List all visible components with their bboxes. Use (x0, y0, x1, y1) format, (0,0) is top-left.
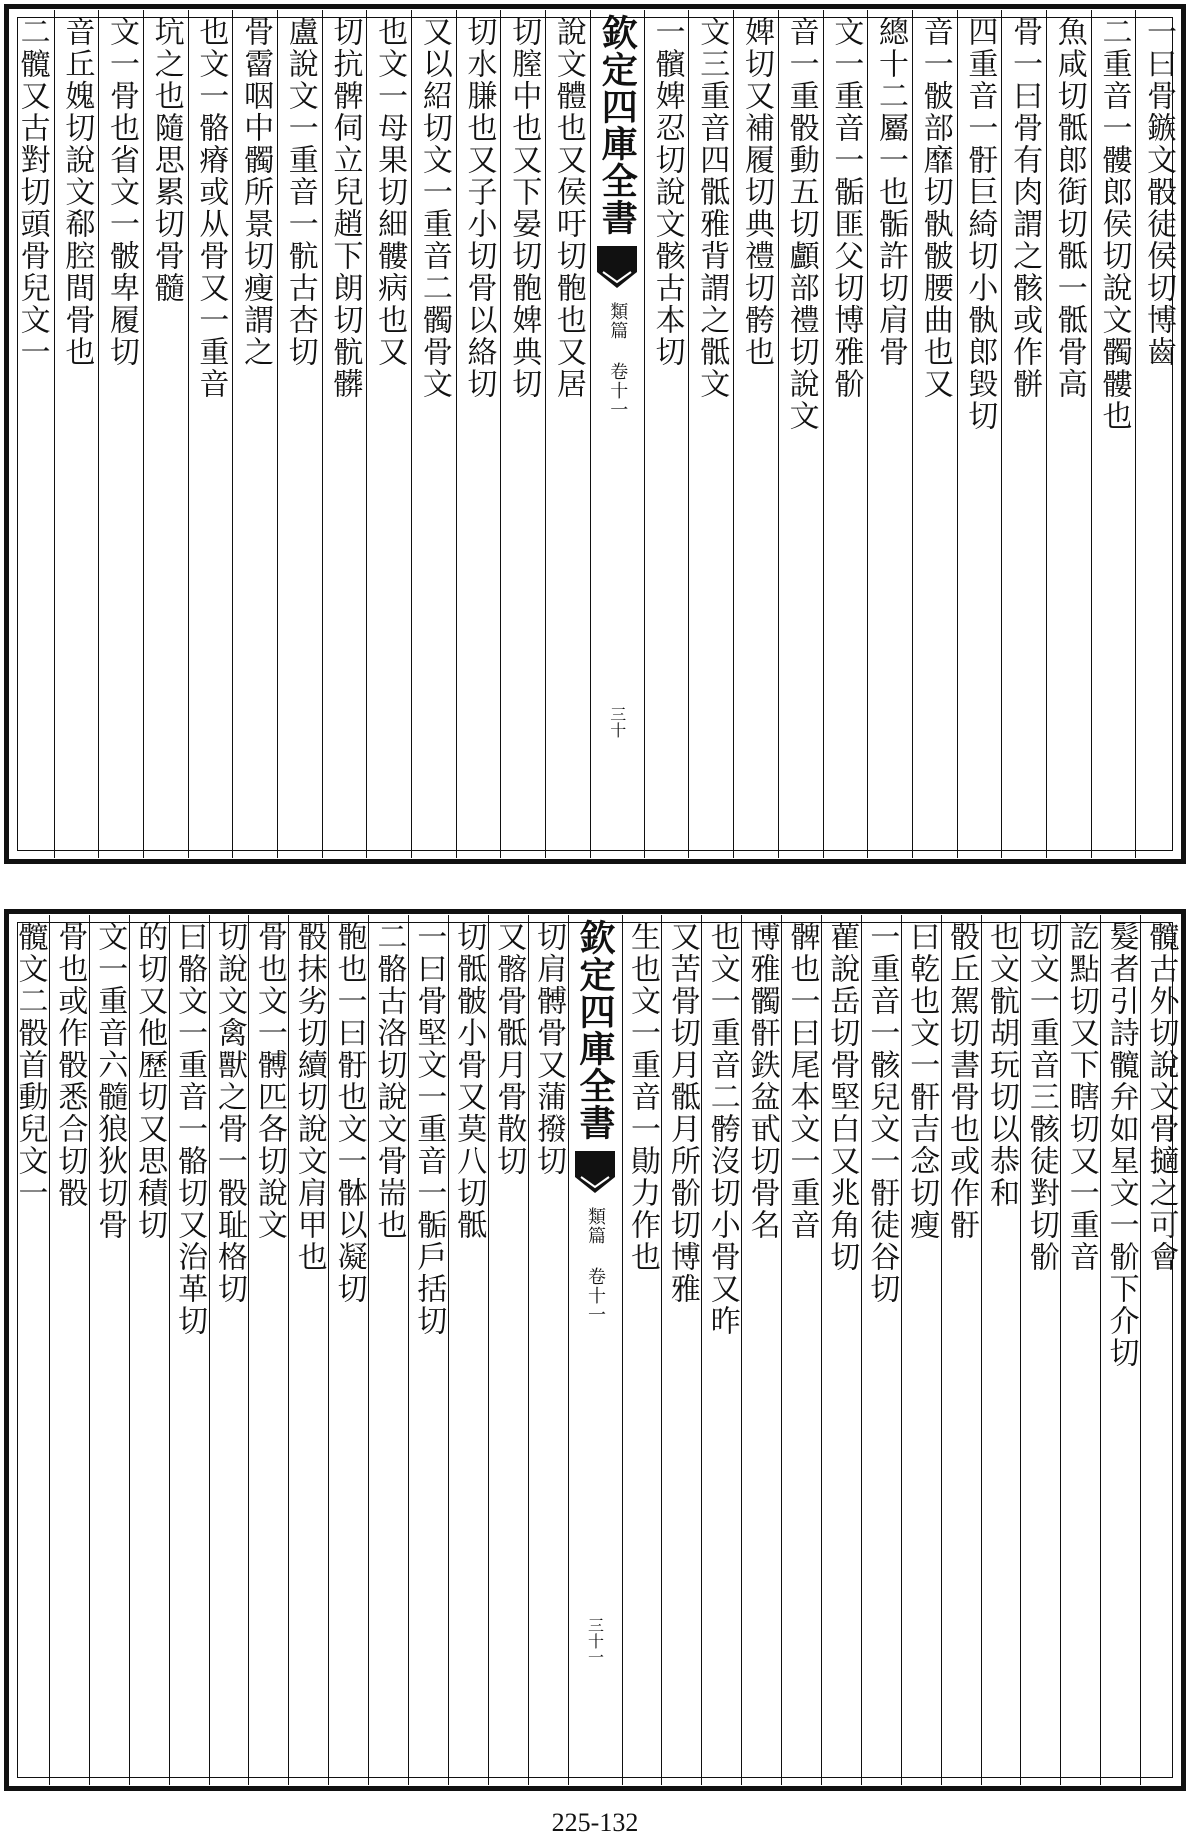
column-text: 二重音一髏郎侯切說文髑髏也 (1096, 16, 1132, 432)
column-text: 切水膁也又子小切骨以絡切 (461, 16, 497, 400)
text-column (500, 10, 545, 858)
text-column (49, 915, 89, 1785)
column-text: 也文一骼瘠或从骨又一重音 (193, 16, 229, 400)
column-text: 骨一曰骨有肉謂之骸或作骿 (1007, 16, 1043, 400)
column-text: 二髖又古對切頭骨兒文一 (14, 16, 50, 368)
column-text: 切肩髆骨又蒲撥切 (531, 921, 567, 1177)
column-text: 切抗髀伺立兒趙下朗切骯髒 (327, 16, 363, 400)
text-column (1135, 10, 1180, 858)
column-text: 婢切又補履切典禮切骻也 (738, 16, 774, 368)
text-column (143, 10, 188, 858)
column-text: 又苦骨切月骶月所骱切博雅 (664, 921, 700, 1305)
chapter-label: 類篇 卷十一 (585, 1207, 607, 1324)
column-text: 博雅髑骭鉄盆甙切骨名 (744, 921, 780, 1241)
text-column (528, 915, 568, 1785)
column-text: 四重音一骬巨綺切小骫郎毀切 (962, 16, 998, 432)
text-column (545, 10, 590, 858)
text-column (1100, 915, 1140, 1785)
leaf-number: 三十 (607, 706, 627, 738)
column-text: 骨霤咽中髑所景切瘦謂之 (238, 16, 274, 368)
column-text: 坑之也隨思累切骨髓 (148, 16, 184, 304)
text-column (129, 915, 169, 1785)
leaf-number: 三十一 (585, 1617, 605, 1665)
fish-tail-spine (590, 10, 644, 858)
column-text: 雚說岳切骨堅白又兆角切 (824, 921, 860, 1273)
text-column (912, 10, 957, 858)
text-columns (10, 915, 1180, 1785)
column-text: 的切又他歷切又思積切 (132, 921, 168, 1241)
column-text: 訖點切又下瞎切又一重音 (1063, 921, 1099, 1273)
column-text: 文一重音六髓狼狄切骨 (92, 921, 128, 1241)
column-text: 一曰骨堅文一重音一骺戶括切 (411, 921, 447, 1337)
column-text: 生也文一重音一勛力作也 (624, 921, 660, 1273)
text-column (89, 915, 129, 1785)
text-column (322, 10, 367, 858)
top-page-panel (0, 0, 1190, 868)
text-column (169, 915, 209, 1785)
text-column (1046, 10, 1091, 858)
text-column (209, 915, 249, 1785)
column-text: 文一重音一骺匪父切博雅骱 (828, 16, 864, 400)
text-column (941, 915, 981, 1785)
text-column (98, 10, 143, 858)
bottom-page-panel (0, 905, 1190, 1795)
column-text: 切膣中也又下晏切骲婢典切 (506, 16, 542, 400)
text-column (54, 10, 99, 858)
column-text: 曰骼文一重音一骼切又治革切 (172, 921, 208, 1337)
column-text: 髖文二骰首動兒文一 (12, 921, 48, 1209)
text-columns (10, 10, 1180, 858)
column-text: 切說文禽獸之骨一骰耻格切 (211, 921, 247, 1305)
column-text: 曰乾也文一骭吉念切瘦 (904, 921, 940, 1241)
column-text: 一髕婢忍切說文骸古本切 (649, 16, 685, 368)
text-column (448, 915, 488, 1785)
chapter-label: 類篇 卷十一 (607, 302, 629, 419)
text-column (10, 10, 54, 858)
folio-number: 225-132 (551, 1808, 639, 1837)
text-column (411, 10, 456, 858)
column-text: 一曰骨鏃文骰徒侯切博齒 (1141, 16, 1177, 368)
column-text: 文三重音四骶雅背謂之骶文 (694, 16, 730, 400)
column-text: 髀也一曰尾本文一重音 (784, 921, 820, 1241)
column-text: 骰抹劣切續切說文肩甲也 (291, 921, 327, 1273)
text-column (366, 10, 411, 858)
column-text: 又以紹切文一重音二髑骨文 (416, 16, 452, 400)
text-column (688, 10, 733, 858)
text-column (456, 10, 501, 858)
text-column (781, 915, 821, 1785)
column-text: 也文一重音二骻沒切小骨又昨 (704, 921, 740, 1337)
column-text: 骨也或作骰悉合切骰 (52, 921, 88, 1209)
book-title: 欽定四庫全書 (574, 919, 617, 1141)
fish-tail-icon (595, 242, 639, 294)
text-column (644, 10, 689, 858)
column-text: 總十二屬一也骺許切肩骨 (873, 16, 909, 368)
text-column (1001, 10, 1046, 858)
text-column (733, 10, 778, 858)
text-column (701, 915, 741, 1785)
text-column (248, 915, 288, 1785)
column-text: 魚咸切骶郎衘切骶一骶骨高 (1051, 16, 1087, 400)
column-text: 一重音一骸兒文一骬徒谷切 (864, 921, 900, 1305)
column-text: 音一重骰動五切顱部禮切說文 (783, 16, 819, 432)
text-column (821, 915, 861, 1785)
text-column (867, 10, 912, 858)
text-column (741, 915, 781, 1785)
fish-tail-spine (568, 915, 622, 1785)
text-column (10, 915, 49, 1785)
text-column (188, 10, 233, 858)
text-column (823, 10, 868, 858)
text-column (1140, 915, 1180, 1785)
fish-tail-icon (573, 1147, 617, 1199)
text-column (288, 915, 328, 1785)
column-text: 切骶骳小骨又莫八切骶 (451, 921, 487, 1241)
column-text: 骨也文一髆匹各切說文 (251, 921, 287, 1241)
text-column (622, 915, 662, 1785)
text-column (861, 915, 901, 1785)
text-column (901, 915, 941, 1785)
text-column (957, 10, 1002, 858)
column-text: 骲也一曰骬也文一骵以凝切 (331, 921, 367, 1305)
column-text: 音一骳部靡切骫骳腰曲也又 (917, 16, 953, 400)
column-text: 也文一母果切細髏病也又 (372, 16, 408, 368)
column-text: 骰丘駕切書骨也或作骬 (944, 921, 980, 1241)
text-column (408, 915, 448, 1785)
text-column (368, 915, 408, 1785)
text-column (277, 10, 322, 858)
column-text: 又髂骨骶月骨散切 (491, 921, 527, 1177)
text-column (1091, 10, 1136, 858)
column-text: 也文骯胡玩切以恭和 (983, 921, 1019, 1209)
text-column (778, 10, 823, 858)
column-text: 髮者引詩髖弁如星文一骱下介切 (1103, 921, 1139, 1369)
column-text: 盧說文一重音一骯古杏切 (282, 16, 318, 368)
column-text: 說文體也又侯吁切骲也又居 (550, 16, 586, 400)
text-column (981, 915, 1021, 1785)
text-column (232, 10, 277, 858)
column-text: 髖古外切說文骨擿之可會 (1143, 921, 1179, 1273)
text-column (1020, 915, 1060, 1785)
book-title: 欽定四庫全書 (596, 14, 639, 236)
text-column (328, 915, 368, 1785)
text-column (1060, 915, 1100, 1785)
column-text: 文一骨也省文一骳卑履切 (104, 16, 140, 368)
text-column (661, 915, 701, 1785)
column-text: 音丘媿切說文郗腔間骨也 (59, 16, 95, 368)
column-text: 切文一重音三骸徒對切骱 (1023, 921, 1059, 1273)
text-column (488, 915, 528, 1785)
column-text: 二骼古洛切說文骨耑也 (371, 921, 407, 1241)
